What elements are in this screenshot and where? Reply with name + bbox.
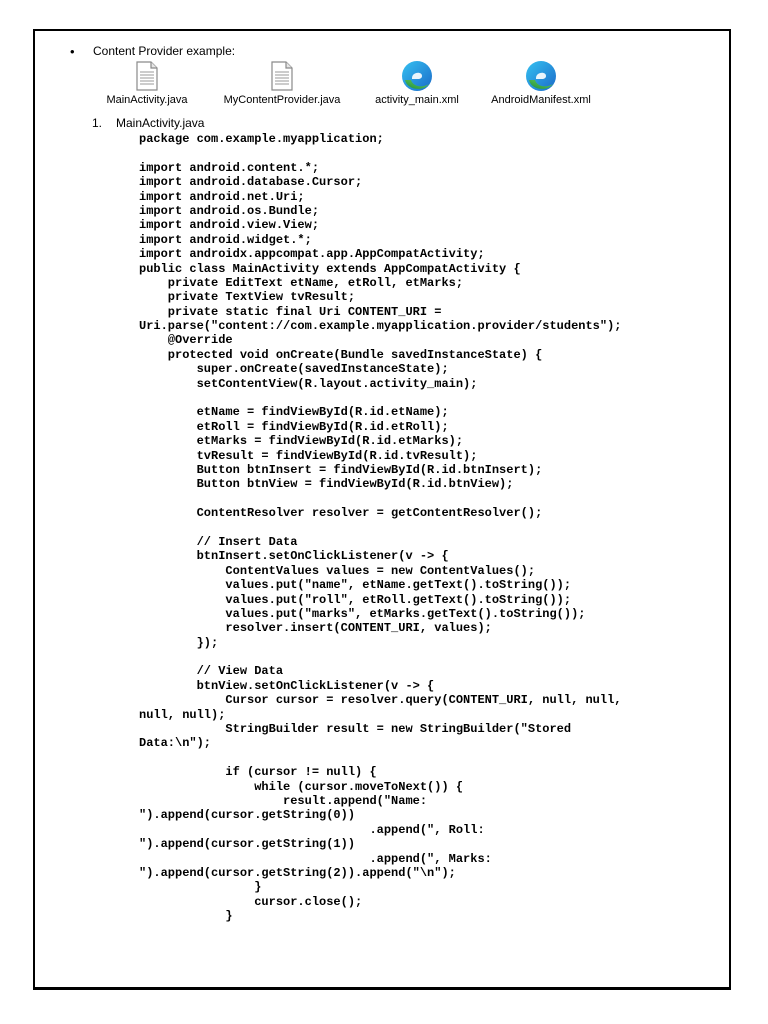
code-line: Button btnInsert = findViewById(R.id.btnInsert); bbox=[139, 462, 543, 477]
code-line: Button btnView = findViewById(R.id.btnView); bbox=[139, 477, 514, 492]
code-line: import android.widget.*; bbox=[139, 232, 312, 247]
code-line: } bbox=[139, 909, 233, 924]
edge-browser-icon bbox=[401, 60, 433, 92]
file-name: MainActivity.java bbox=[106, 94, 188, 106]
code-line: etMarks = findViewById(R.id.etMarks); bbox=[139, 434, 464, 449]
code-line: ContentValues values = new ContentValues(); bbox=[139, 563, 536, 578]
file-name: AndroidManifest.xml bbox=[491, 94, 591, 106]
bullet-text: Content Provider example: bbox=[93, 44, 236, 58]
code-line: ").append(cursor.getString(0)) bbox=[139, 808, 356, 823]
code-line: if (cursor != null) { bbox=[139, 765, 377, 780]
code-line: btnView.setOnClickListener(v -> { bbox=[139, 678, 435, 693]
code-line: values.put("marks", etMarks.getText().toString()); bbox=[139, 606, 586, 621]
code-block bbox=[139, 132, 621, 923]
file-attachment-mainactivity[interactable] bbox=[72, 60, 222, 106]
code-line: .append(", Marks: bbox=[139, 851, 492, 866]
code-line: values.put("name", etName.getText().toString()); bbox=[139, 578, 572, 593]
code-line: tvResult = findViewById(R.id.tvResult); bbox=[139, 448, 478, 463]
code-line: } bbox=[139, 880, 262, 895]
code-line: while (cursor.moveToNext()) { bbox=[139, 779, 464, 794]
document-icon bbox=[136, 60, 158, 92]
code-line: ").append(cursor.getString(2)).append("\n"); bbox=[139, 865, 456, 880]
code-line: import androidx.appcompat.app.AppCompatActivity; bbox=[139, 247, 485, 262]
code-line: etRoll = findViewById(R.id.etRoll); bbox=[139, 419, 449, 434]
code-line: import android.net.Uri; bbox=[139, 189, 305, 204]
file-name: MyContentProvider.java bbox=[223, 94, 341, 106]
code-line bbox=[139, 391, 621, 405]
section-title: MainActivity.java bbox=[116, 116, 205, 130]
code-line: btnInsert.setOnClickListener(v -> { bbox=[139, 549, 449, 564]
code-line: import android.content.*; bbox=[139, 160, 320, 175]
code-line bbox=[139, 492, 621, 506]
code-line: Uri.parse("content://com.example.myapplication.provider/students"); bbox=[139, 319, 622, 334]
code-line: result.append("Name: bbox=[139, 793, 428, 808]
code-line: etName = findViewById(R.id.etName); bbox=[139, 405, 449, 420]
bullet-marker: • bbox=[70, 44, 75, 59]
edge-browser-icon bbox=[525, 60, 557, 92]
file-attachment-androidmanifest[interactable] bbox=[466, 60, 616, 106]
list-number: 1. bbox=[92, 116, 103, 130]
code-line: null, null); bbox=[139, 707, 226, 722]
code-line: Cursor cursor = resolver.query(CONTENT_URI, null, null, bbox=[139, 693, 622, 708]
code-line: import android.os.Bundle; bbox=[139, 203, 320, 218]
code-line: resolver.insert(CONTENT_URI, values); bbox=[139, 621, 492, 636]
code-line: private EditText etName, etRoll, etMarks; bbox=[139, 275, 464, 290]
code-line: // View Data bbox=[139, 664, 284, 679]
code-line bbox=[139, 751, 621, 765]
file-name: activity_main.xml bbox=[375, 94, 459, 106]
code-line: ContentResolver resolver = getContentResolver(); bbox=[139, 506, 543, 521]
file-attachment-mycontentprovider[interactable] bbox=[207, 60, 357, 106]
code-line: import android.view.View; bbox=[139, 218, 320, 233]
document-icon bbox=[271, 60, 293, 92]
code-line: private TextView tvResult; bbox=[139, 290, 356, 305]
code-line: values.put("roll", etRoll.getText().toString()); bbox=[139, 592, 572, 607]
code-line bbox=[139, 521, 621, 535]
code-line: // Insert Data bbox=[139, 534, 298, 549]
code-line: public class MainActivity extends AppCompatActivity { bbox=[139, 261, 521, 276]
code-line: @Override bbox=[139, 333, 233, 348]
code-line: }); bbox=[139, 635, 219, 650]
code-line: package com.example.myapplication; bbox=[139, 132, 384, 146]
code-line: .append(", Roll: bbox=[139, 822, 485, 837]
code-line: StringBuilder result = new StringBuilder("Stored bbox=[139, 722, 572, 737]
code-line bbox=[139, 650, 621, 664]
code-line: ").append(cursor.getString(1)) bbox=[139, 837, 356, 852]
code-line: protected void onCreate(Bundle savedInstanceState) { bbox=[139, 347, 543, 362]
code-line: setContentView(R.layout.activity_main); bbox=[139, 376, 478, 391]
code-line: import android.database.Cursor; bbox=[139, 175, 363, 190]
code-line: Data:\n"); bbox=[139, 736, 212, 751]
code-line: super.onCreate(savedInstanceState); bbox=[139, 362, 449, 377]
code-line bbox=[139, 146, 621, 160]
code-line: private static final Uri CONTENT_URI = bbox=[139, 304, 442, 319]
code-line: cursor.close(); bbox=[139, 894, 363, 909]
